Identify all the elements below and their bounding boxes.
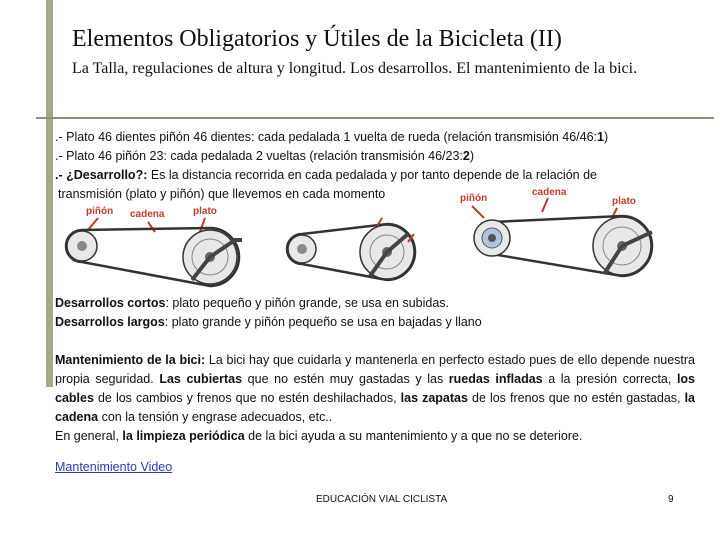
desarrollo-label: .- ¿Desarrollo?: xyxy=(55,168,148,182)
ratio-line-1-text: .- Plato 46 dientes piñón 46 dientes: cada pedalada 1 vuelta de rueda (relación transmisión 46/46: xyxy=(55,130,598,144)
maintenance-bold-4: las zapatas xyxy=(400,391,468,405)
desarrollos-cortos xyxy=(55,294,449,313)
plato-label-2: plato xyxy=(612,196,636,207)
ratio-line-1-value: 1 xyxy=(597,130,604,144)
maintenance-text-8: de la bici ayuda a su mantenimiento y a que no se deteriore. xyxy=(244,429,583,443)
drivetrain-illustration-3 xyxy=(452,182,672,290)
drivetrain-illustration-1 xyxy=(60,200,260,292)
ratio-line-1 xyxy=(55,128,608,147)
maintenance-bold-3: los cables xyxy=(55,372,696,405)
ratio-line-1-end: ) xyxy=(603,130,609,144)
slide-title: Elementos Obligatorios y Útiles de la Bicicleta (II) xyxy=(72,26,562,52)
cadena-label-2: cadena xyxy=(532,187,567,198)
maintenance-text-6: con la tensión y engrase adecuados, etc.. xyxy=(98,410,333,424)
drivetrain-illustration-2 xyxy=(282,214,434,296)
maintenance-text-3: a la presión correcta, xyxy=(542,372,677,386)
maintenance-bold-2: ruedas infladas xyxy=(448,372,543,386)
pinon-label-1: piñón xyxy=(86,206,114,217)
ratio-line-2-text: .- Plato 46 piñón 23: cada pedalada 2 vueltas (relación transmisión 46/23: xyxy=(55,149,463,163)
maintenance-text-4: de los cambios y frenos que no estén deshilachados, xyxy=(93,391,401,405)
pinon-label-2: piñón xyxy=(460,193,488,204)
ratio-line-2-value: 2 xyxy=(462,149,470,163)
maintenance-bold-6: la limpieza periódica xyxy=(122,429,245,443)
desarrollo-definition-cont: transmisión (plato y piñón) que llevemos en cada momento xyxy=(58,187,386,201)
maintenance-text-5: de los frenos que no estén gastadas, xyxy=(467,391,685,405)
desarrollos-largos-text: : plato grande y piñón pequeño se usa en bajadas y llano xyxy=(164,315,482,329)
maintenance-bold-1: Las cubiertas xyxy=(159,372,243,386)
title-separator xyxy=(36,117,714,119)
slide-subtitle: La Talla, regulaciones de altura y longitud. Los desarrollos. El mantenimiento de la bici. xyxy=(72,60,638,77)
desarrollos-cortos-label: Desarrollos cortos xyxy=(55,296,166,310)
page-number: 9 xyxy=(668,494,674,505)
maintenance-bold-5: la cadena xyxy=(55,391,695,424)
maintenance-text-1: La bici hay que cuidarla y mantenerla en perfecto estado pues de ello depende nuestra propia seguridad. xyxy=(55,353,696,386)
desarrollos-cortos-text: : plato pequeño y piñón grande, se usa en subidas. xyxy=(165,296,450,310)
desarrollo-text: Es la distancia recorrida en cada pedalada y por tanto depende de la relación de xyxy=(147,168,597,182)
maintenance-text-2: que no estén muy gastadas y las xyxy=(242,372,449,386)
left-accent-bar xyxy=(46,0,53,387)
ratio-line-2 xyxy=(55,147,474,166)
maintenance-text-7: En general, xyxy=(55,429,123,443)
cadena-label-1: cadena xyxy=(130,209,165,220)
footer-text: EDUCACIÓN VIAL CICLISTA xyxy=(316,494,448,505)
plato-label-1: plato xyxy=(193,206,217,217)
maintenance-heading: Mantenimiento de la bici: xyxy=(55,353,206,367)
desarrollos-largos-label: Desarrollos largos xyxy=(55,315,165,329)
desarrollos-largos xyxy=(55,313,482,332)
maintenance-video-link[interactable]: Mantenimiento Video xyxy=(55,460,173,474)
maintenance-paragraph xyxy=(55,351,695,446)
ratio-line-2-end: ) xyxy=(469,149,475,163)
